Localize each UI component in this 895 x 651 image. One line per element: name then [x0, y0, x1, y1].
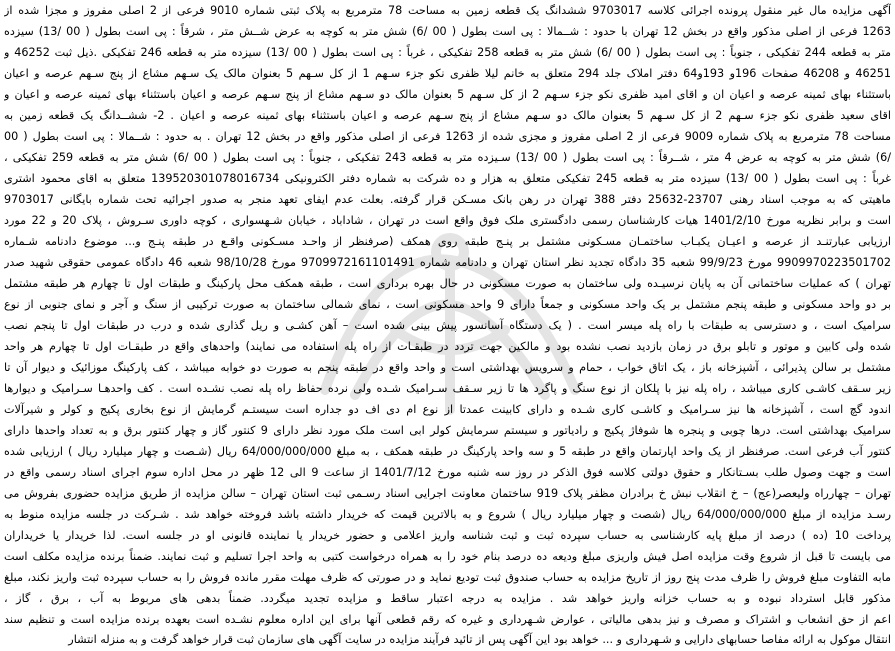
- notice-line: 1263 فرعی از اصلی مذکور واقع در بخش 12 تهران با حدود : شــمالا : پی است بطول ( 00 /6) شش متر به کوچه به عرض شــش متر ، شرقاً : پی است بطول ( 00 /13) سیزده: [4, 25, 891, 38]
- notice-line: متر به قطعه 244 تفکیکی ، جنوباً : پی است بطول ( 00 /6) شش متر به قطعه 258 تفکیکی ، غرباً : پی است بطول ( 00 /13) سیزده متر به قطعه 246 تفکیکی .ذیل ثبت 46252 و: [4, 46, 891, 59]
- notice-line: آگهی مزایده مال غیر منقول پرونده اجرائی کلاسه 9703017 ششدانگ یک قطعه زمین به مساحت 78 مترمربع به پلاک ثبتی شماره 9010 فرعی از 2 اصلی مفروز و مجزا شده از: [4, 4, 891, 17]
- notice-line: اقای سعید ظفری نکو جزء سـهم 2 از کل سـهم 5 بعنوان مالک دو سـهم مشاع از پنج سـهم عرصه و اعیان باستثناء بهای ثمینه عرصه و اعیان . 2- ششــدانگ یک قطعه زمین به: [4, 109, 891, 122]
- notice-line: تهران – چهارراه ولیعصر(عج) – خ انقلاب نبش خ برادران مظفر پلاک 919 ساختمان معاونت اجرایی اسناد رسـمی ثبت استان تهران – سالن مزایده از طریق مزایده حضوری بفروش می: [4, 487, 891, 500]
- notice-line: است و جهت وصول طلب بسـتانکار و حقوق دولتی کلاسه فوق الذکر در روز سه شنبه مورخ 1401/7/12 از ساعت 9 الی 12 ظهر در محل اداره سوم اجرای اسناد رسمی واقع در: [4, 466, 891, 479]
- notice-line: سرامیک است ، و دسترسی به طبقات با راه پله میسر است . ( یک دستگاه آسانسور پیش بینی شده است – آهن کشـی و ریل گذاری شده و درب در طبقات اول تا پنجم نصب: [4, 319, 891, 332]
- notice-line: /6) شش متر به کوچه به عرض 4 متر ، شــرقاً : پی است بطول ( 00 /13) سـیزده متر به قطعه 243 تفکیکی ، جنوباً : پی است بطول ( 00 /6) شش متر به قطعه 259 تفکیکی ،: [4, 151, 891, 164]
- notice-line: پرداخت 10 (ده ) درصد از مبلغ پایه کارشناسی به حساب سپرده ثبت و ثبت شناسه واریز اعلامی و حضور خریدار یا نماینده قانونی او در جلسه است. لذا خریدار یا خریداران: [4, 529, 891, 542]
- notice-line: ماهیتی که به موجب اسناد رهنی 23707-25632 دفتر 388 تهران در رهن بانک مسـکن قرار گرفته. بعلت عدم ایفای تعهد منجر به صدور اجرائیه تحت شماره بایگانی 9703017: [4, 193, 891, 206]
- notice-line: مذکور قابل استرداد نبوده و به حساب خزانه واریز خواهد شد . مزایده به درجه اعتبار ساقط و مزایده تجدید میگردد. ضمناً بدهی های مربوط به آب ، برق ، گاز ،: [4, 592, 891, 605]
- notice-line: مساحت 78 مترمربع به پلاک شماره 9009 فرعی از 2 اصلی مفروز و مجزی شده از 1263 فرعی از اصلی مذکور واقع در بخش 12 تهران . به حدود : شــمالا : پی است بطول ( 00: [4, 130, 891, 143]
- notice-line: غرباً : پی است بطول ( 00 /13) سیزده متر به قطعه 245 تفکیکی متعلق به هزار و ده شرکت به شماره دفتر الکترونیکی 139520301078016734 متعلق به اقای محمود اشتری: [4, 172, 891, 185]
- notice-line: تهران ) که عملیات ساختمانی آن به پایان نرسیـده ولی ساختمان به صورت مسکونی در حال بهره برداری است ، طبقه همکف محل پارکینگ و طبقات اول تا چهارم هر طبقه مشتمل: [4, 277, 891, 290]
- notice-line: انتقال موکول به ارائه مفاصا حسابهای دارایی و شـهرداری و ... خواهد بود این آگهی پس از تائید فرآیند مزایده در سایت آگهی های سازمان ثبت قرار خواهد گرفت و به منزله انتشار: [68, 633, 891, 646]
- notice-line: سرامیک بهداشتی است. درها چوبی و پنجره ها شوفاژ پکیج و رادیاتور و سیستم سرمایش کولر ابی است ملک مورد نظر دارای 9 کنتور گاز و چهار کنتور برق و به تعداد واحدها دارای: [4, 424, 891, 437]
- notice-line: زیر سـقف کاشـی کاری میباشد ، راه پله نیز با پلکان از نوع سنگ و پاگرد ها تا زیر سـقف سـرامیک شـده ولی نرده حفاظ راه پله نصب نشـده است . کف واحدهـا سـرامیک و دیوارها: [4, 382, 891, 395]
- notice-line: مشتمل بر سالن پذیرائی ، آشپزخانه باز ، یک اتاق خواب ، حمام و سرویس بهداشتی است و واحد واقع در طبقه پنجم به صورت دو خوابه میباشد ، کف پارکینگ موزائیک و دیوار آن تا: [4, 361, 891, 374]
- notice-line: کنتور آب فرعی است. صرفنظر از یک واحد اپارتمان واقع در طبقه 5 و سه واحد پارکینگ در طبقه همکف ، به مبلغ 64/000/000/000 ریال (شـصت و چهار میلیارد ریال ) ارزیابی شده: [4, 445, 891, 458]
- notice-line: 9909970223501702 مورخ 99/9/23 شعبه 35 دادگاه تجدید نظر استان تهران و دادنامه شماره 9709972161101491 مورخ 98/10/28 شعبه 46 دادگاه عمومی حقوقی شهید صدر: [4, 256, 891, 269]
- notice-line: ارزیابی عبارتنـد از عرصه و اعیـان یکبـاب ساختمـان مسـکونی مشتمل بر پنـج طبقه روی همکف (صرفنظر از واحـد مسـکونی واقـع در طبقه پنـج و... موضوع دادنامه شـماره: [4, 235, 891, 248]
- notice-line: می بایست تا قبل از شروع وقت مزایده اصل فیش واریزی مبلغ ودیعه ده درصد بنام خود را به همراه درخواست کتبی به واحد اجرا تسلیم و ثبت نمایند. ضمناً برنده مزایده مکلف است: [4, 550, 891, 563]
- notice-line: است و برابر نظریه مورخ 1401/2/10 هیات کارشناسان رسمی دادگستری ملک فوق واقع است در تهران ، شاداباد ، خیابان شـهسواری ، کوچه داوری سـروش ، پلاک 20 و 22 مورد: [4, 214, 891, 227]
- notice-line: باستثناء بهای ثمینه عرصه و اعیان ان و اقای امید ظفری نکو جزء سـهم 2 از کل سـهم 5 بعنوان مالک دو سـهم مشاع از پنج سـهم عرصه و اعیان باستثناء بهای ثمینه عرصه و اعیان و: [4, 88, 891, 101]
- notice-line: اندود گچ است ، آشپزخانه ها نیز سـرامیک و کاشـی کاری شـده و دارای کابینت عمدتا از نوع ام دی اف دو جداره است سیستـم گرمایش از نوع بخاری پکیج و کولر و شیرآلات: [4, 403, 891, 416]
- notice-line: مابه التفاوت مبلغ فروش را ظرف مدت پنج روز از تاریخ مزایده به حساب صندوق ثبت تودیع نماید و در صورتی که ظرف مهلت مقرر مانده فروش را به حساب سپرده ثبت واریز نکند، مبلغ: [4, 571, 891, 584]
- notice-line: اعم از حق انشعاب و اشتراک و مصرف و نیز بدهی مالیاتی ، عوارض شـهرداری و غیره که رقم قطعی آنها برای این اداره معلوم نشـده است بعهده برنده مزایده است و تنظیم سند: [4, 613, 891, 626]
- notice-line: بر دو واحد مسکونی و طبقه پنجم مشتمل بر یک واحد مسکونی و جمعاً دارای 9 واحد مسکونی است ، نمای شمالی ساختمان به صورت ترکیبی از سنگ و آجر و نمای جنوبی از نوع: [4, 298, 891, 311]
- notice-line: رسـد مزایده از مبلغ 64/000/000/000 ریال (شصت و چهار میلیارد ریال ) شروع و به بالاترین قیمت که خریدار داشته باشد فروخته خواهد شد . شـرکت در جلسه مزایده منوط به: [4, 508, 891, 521]
- notice-line: 46251 و 46208 صفحات 196و 193و64 دفتر املاک جلد 294 متعلق به خانم لیلا ظفری نکو جزء سـهم 1 از کل سـهم 5 بعنوان مالک یک سـهم مشاع از پنج سـهم عرصه و اعیان: [4, 67, 891, 80]
- notice-line: شده ولی کابین و موتور و تابلو برق در زمان بازدید نصب نشده بود و مالکین جهت تردد در طبقـات از راه پله استفاده می نمایند) واحدهای واقع در طبقـات اول تا چهارم هر واحد: [4, 340, 891, 353]
